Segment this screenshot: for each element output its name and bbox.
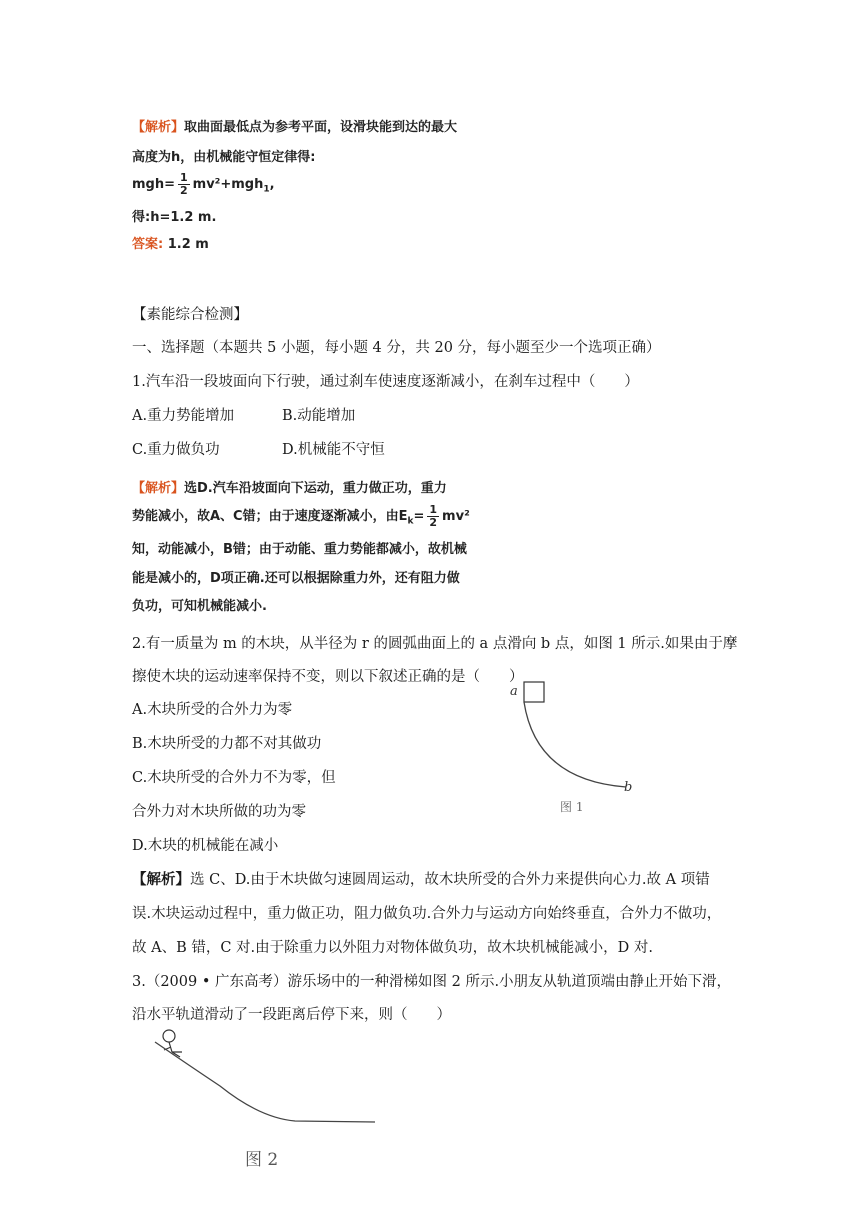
section-title: 【素能综合检测】 xyxy=(132,307,248,323)
solution1-answer: 答案: 1.2 m xyxy=(132,237,209,252)
q1-option-b: B.动能增加 xyxy=(282,408,356,424)
analysis1-line2: 势能减小，故A、C错；由于速度逐渐减小，由$E_k=$ $\frac{1}{2}$ mv² xyxy=(132,503,470,529)
analysis2-line1: 【解析】选 C、D.由于木块做匀速圆周运动，故木块所受的合外力来提供向心力.故 A 项错 xyxy=(132,871,710,888)
q3-stem-line1: 3.（2009 • 广东高考）游乐场中的一种滑梯如图 2 所示.小朋友从轨道顶端由静止开始下滑， xyxy=(132,974,732,990)
child-figure-icon xyxy=(163,1030,182,1057)
q1-option-a: A.重力势能增加 xyxy=(132,408,235,424)
q2-stem-line1: 2.有一质量为 m 的木块，从半径为 r 的圆弧曲面上的 a 点滑向 b 点，如图 1 所示.如果由于摩 xyxy=(132,636,738,652)
analysis1-line1: 【解析】选D.汽车沿坡面向下运动，重力做正功，重力 xyxy=(132,481,447,496)
label-b: b xyxy=(624,780,633,795)
analysis1-line4: 能是减小的，D项正确.还可以根据除重力外，还有阻力做 xyxy=(132,571,460,586)
arc-curve xyxy=(524,702,626,787)
q2-stem-line2: 擦使木块的运动速率保持不变，则以下叙述正确的是（ ） xyxy=(132,669,524,685)
solution1-line2: 高度为h，由机械能守恒定律得: xyxy=(132,150,316,165)
q1-option-d: D.机械能不守恒 xyxy=(282,442,385,458)
label-a: a xyxy=(510,684,518,699)
figure2-slide-diagram xyxy=(150,1026,390,1176)
analysis1-line5: 负功，可知机械能减小. xyxy=(132,599,267,614)
solution1-tag: 【解析】 xyxy=(132,120,185,135)
q1-option-c: C.重力做负功 xyxy=(132,442,220,458)
fraction-half: $\frac{1}{2}$ xyxy=(429,503,438,529)
q2-option-c-line1: C.木块所受的合外力不为零，但 xyxy=(132,770,336,786)
analysis2-line2: 误.木块运动过程中，重力做正功，阻力做负功.合外力与运动方向始终垂直，合外力不做功， xyxy=(132,906,722,922)
fraction-half: $\frac{1}{2}$ xyxy=(180,171,188,197)
q2-option-b: B.木块所受的力都不对其做功 xyxy=(132,736,322,752)
q1-stem: 1.汽车沿一段坡面向下行驶，通过刹车使速度逐渐减小，在刹车过程中（ ） xyxy=(132,374,639,390)
analysis1-line3: 知，动能减小，B错；由于动能、重力势能都减小，故机械 xyxy=(132,542,467,557)
solution1-line1: 【解析】取曲面最低点为参考平面，设滑块能到达的最大 xyxy=(132,120,458,135)
solution1-equation: mgh= $\frac{1}{2}$ mv²+mgh$_1$, xyxy=(132,171,275,197)
part-heading: 一、选择题（本题共 5 小题，每小题 4 分，共 20 分，每小题至少一个选项正确） xyxy=(132,340,661,356)
figure1-caption: 图 1 xyxy=(560,800,584,814)
slide-track xyxy=(155,1042,375,1122)
solution1-result: 得:h=1.2 m. xyxy=(132,210,217,225)
q2-option-c-line2: 合外力对木块所做的功为零 xyxy=(132,804,306,820)
figure1-arc-diagram xyxy=(500,675,650,820)
block-square xyxy=(524,682,544,702)
analysis2-line3: 故 A、B 错，C 对.由于除重力以外阻力对物体做负功，故木块机械能减小，D 对. xyxy=(132,940,653,956)
q3-stem-line2: 沿水平轨道滑动了一段距离后停下来，则（ ） xyxy=(132,1007,451,1023)
figure2-caption: 图 2 xyxy=(245,1150,279,1170)
q2-option-a: A.木块所受的合外力为零 xyxy=(132,702,293,718)
q2-option-d: D.木块的机械能在减小 xyxy=(132,838,279,854)
